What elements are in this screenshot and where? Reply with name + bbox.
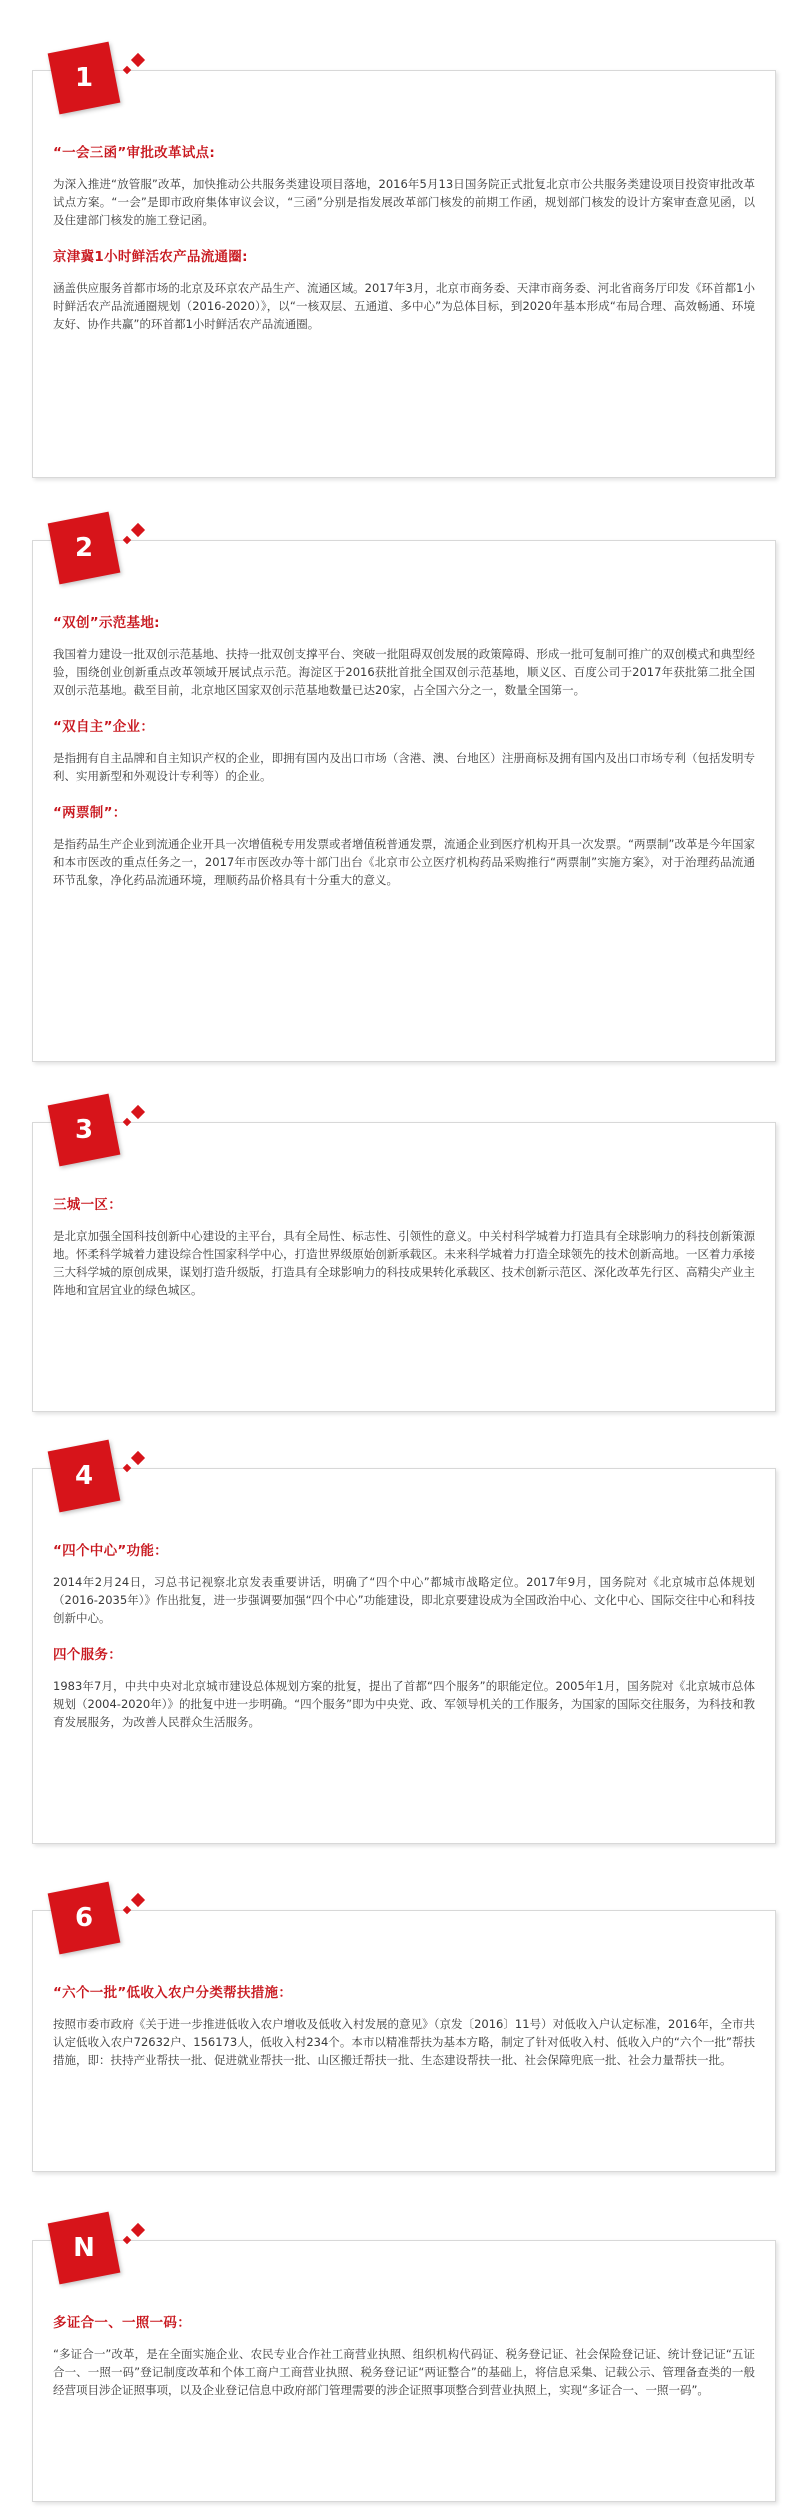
decor-square bbox=[131, 1451, 145, 1465]
number-badge bbox=[48, 1882, 121, 1955]
section-text: 按照市委市政府《关于进一步推进低收入农户增收及低收入村发展的意见》（京发〔2016〕11号）对低收入户认定标准，2016年，全市共认定低收入农户72632户、156173人，低收入村234个。本市以精准帮扶为基本方略，制定了针对低收入村、低收入户的“六个一批”帮扶措施，即：扶持产业帮扶一批、促进就业帮扶一批、山区搬迁帮扶一批、生态建设帮扶一批、社会保障兜底一批、社会力量帮扶一批。 bbox=[53, 2017, 755, 2067]
section-text: 我国着力建设一批双创示范基地、扶持一批双创支撑平台、突破一批阻碍双创发展的政策障碍、形成一批可复制可推广的双创模式和典型经验，围绕创业创新重点改革领域开展试点示范。海淀区于2016获批首批全国双创示范基地，顺义区、百度公司于2017年获批第二批全国双创示范基地。截至目前，北京地区国家双创示范基地数量已达20家，占全国六分之一，数量全国第一。 bbox=[53, 647, 755, 697]
badge-number: 4 bbox=[74, 1461, 94, 1491]
number-badge bbox=[48, 42, 121, 115]
section-text: 为深入推进“放管服”改革，加快推动公共服务类建设项目落地，2016年5月13日国务院正式批复北京市公共服务类建设项目投资审批改革试点方案。“一会”是即市政府集体审议会议，“三函”分别是指发展改革部门核发的前期工作函，规划部门核发的设计方案审查意见函，以及住建部门核发的施工登记函。 bbox=[53, 177, 755, 227]
card-4 bbox=[32, 1461, 776, 1844]
section-heading: “一会三函”审批改革试点: bbox=[53, 145, 216, 161]
section-text: “多证合一”改革，是在全面实施企业、农民专业合作社工商营业执照、组织机构代码证、税务登记证、社会保险登记证、统计登记证“五证合一、一照一码”登记制度改革和个体工商户工商营业执照、税务登记证“两证整合”的基础上，将信息采集、记载公示、管理备查类的一般经营项目涉企证照事项，以及企业登记信息中政府部门管理需要的涉企证照事项整合到营业执照上，实现“多证合一、一照一码”。 bbox=[53, 2347, 755, 2397]
badge-number: 2 bbox=[74, 533, 94, 563]
number-badge bbox=[48, 1094, 121, 1167]
section bbox=[53, 2311, 755, 2399]
card-n bbox=[32, 2233, 776, 2502]
badge-number: 1 bbox=[74, 63, 94, 93]
badge-number: N bbox=[73, 2233, 95, 2263]
card-2 bbox=[32, 533, 776, 1062]
section bbox=[53, 1981, 755, 2069]
decor-square bbox=[131, 1893, 145, 1907]
section-heading: 四个服务： bbox=[53, 1647, 122, 1663]
section bbox=[53, 141, 755, 229]
section bbox=[53, 801, 755, 889]
section-text: 1983年7月，中共中央对北京城市建设总体规划方案的批复，提出了首都“四个服务”的职能定位。2005年1月，国务院对《北京城市总体规划（2004-2020年）》的批复中进一步明确。“四个服务”即为中央党、政、军领导机关的工作服务，为国家的国际交往服务，为科技和教育发展服务，为改善人民群众生活服务。 bbox=[53, 1679, 755, 1729]
decor-square bbox=[131, 1105, 145, 1119]
section-heading: 京津冀1小时鲜活农产品流通圈: bbox=[53, 249, 248, 265]
section bbox=[53, 1643, 755, 1731]
number-badge bbox=[48, 1440, 121, 1513]
section-heading: 多证合一、一照一码： bbox=[53, 2315, 191, 2331]
section bbox=[53, 245, 755, 333]
section-heading: “双自主”企业： bbox=[53, 719, 155, 735]
section-text: 是指药品生产企业到流通企业开具一次增值税专用发票或者增值税普通发票，流通企业到医疗机构开具一次发票。“两票制”改革是今年国家和本市医改的重点任务之一，2017年市医改办等十部门出台《北京市公立医疗机构药品采购推行“两票制”实施方案》，对于治理药品流通环节乱象，净化药品流通环境，理顺药品价格具有十分重大的意义。 bbox=[53, 837, 755, 887]
badge-number: 3 bbox=[74, 1115, 94, 1145]
decor-square bbox=[131, 2223, 145, 2237]
decor-square bbox=[131, 523, 145, 537]
section-heading: “双创”示范基地: bbox=[53, 615, 160, 631]
section-text: 涵盖供应服务首都市场的北京及环京农产品生产、流通区域。2017年3月，北京市商务委、天津市商务委、河北省商务厅印发《环首都1小时鲜活农产品流通圈规划（2016-2020）》，以“一核双层、五通道、多中心”为总体目标，到2020年基本形成“布局合理、高效畅通、环境友好、协作共赢”的环首都1小时鲜活农产品流通圈。 bbox=[53, 281, 755, 331]
section bbox=[53, 1193, 755, 1299]
section-heading: 三城一区： bbox=[53, 1197, 122, 1213]
badge-number: 6 bbox=[74, 1903, 94, 1933]
section bbox=[53, 715, 755, 785]
card-3 bbox=[32, 1115, 776, 1412]
section-text: 是指拥有自主品牌和自主知识产权的企业，即拥有国内及出口市场（含港、澳、台地区）注册商标及拥有国内及出口市场专利（包括发明专利、实用新型和外观设计专利等）的企业。 bbox=[53, 751, 755, 783]
section-text: 是北京加强全国科技创新中心建设的主平台，具有全局性、标志性、引领性的意义。中关村科学城着力打造具有全球影响力的科技创新策源地。怀柔科学城着力建设综合性国家科学中心，打造世界级原始创新承载区。未来科学城着力打造全球领先的技术创新高地。一区着力承接三大科学城的原创成果，谋划打造升级版，打造具有全球影响力的科技成果转化承载区、技术创新示范区、深化改革先行区、高精尖产业主阵地和宜居宜业的绿色城区。 bbox=[53, 1229, 755, 1297]
section bbox=[53, 1539, 755, 1627]
section-text: 2014年2月24日，习总书记视察北京发表重要讲话，明确了“四个中心”都城市战略定位。2017年9月，国务院对《北京城市总体规划（2016-2035年）》作出批复，进一步强调要加强“四个中心”功能建设，即北京要建设成为全国政治中心、文化中心、国际交往中心和科技创新中心。 bbox=[53, 1575, 755, 1625]
number-badge bbox=[48, 2212, 121, 2285]
number-badge bbox=[48, 512, 121, 585]
section-heading: “六个一批”低收入农户分类帮扶措施： bbox=[53, 1985, 293, 2001]
section-heading: “两票制”： bbox=[53, 805, 127, 821]
section bbox=[53, 611, 755, 699]
decor-square bbox=[131, 53, 145, 67]
card-6 bbox=[32, 1903, 776, 2172]
card-1 bbox=[32, 63, 776, 478]
section-heading: “四个中心”功能： bbox=[53, 1543, 168, 1559]
